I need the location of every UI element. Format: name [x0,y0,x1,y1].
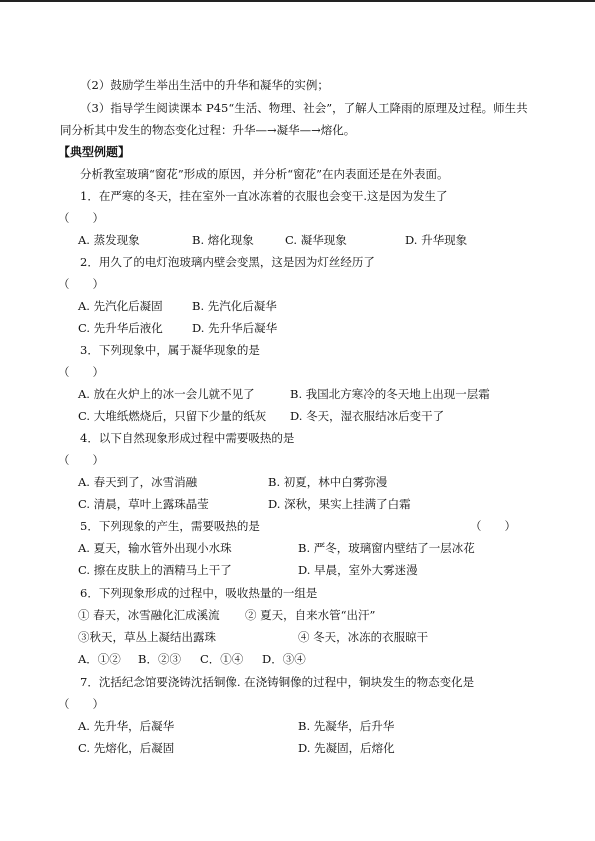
q6-option-a: A．①② [78,652,121,666]
q2-option-d: D. 先升华后凝华 [192,321,278,335]
q6-item-2: ② 夏天，自来水管“出汗” [245,608,376,622]
q5-stem: 5．下列现象的产生，需要吸热的是 [80,519,260,533]
q2-stem: 2．用久了的电灯泡玻璃内壁会变黑，这是因为灯丝经历了 [80,255,375,269]
q5-paren: （ ） [470,519,516,533]
q3-option-a: A. 放在火炉上的冰一会儿就不见了 [78,387,255,401]
q7-paren: （ ） [58,697,104,711]
q5-option-c: C. 擦在皮肤上的酒精马上干了 [78,563,232,577]
q7-stem: 7．沈括纪念馆要浇铸沈括铜像. 在浇铸铜像的过程中，铜块发生的物态变化是 [80,675,475,689]
q7-option-b: B. 先凝华，后升华 [298,719,395,733]
q2-option-c: C. 先升华后液化 [78,321,163,335]
q1-option-d: D. 升华现象 [405,233,468,247]
example-lead: 分析教室玻璃“窗花”形成的原因，并分析“窗花”在内表面还是在外表面。 [80,167,449,181]
q7-option-d: D. 先凝固，后熔化 [298,741,395,755]
q6-item-1: ① 春天，冰雪融化汇成溪流 [78,608,220,622]
q3-option-d: D. 冬天，湿衣服结冰后变干了 [290,409,445,423]
q5-option-d: D. 早晨，室外大雾迷漫 [298,563,418,577]
intro-line-1: （2）鼓励学生举出生活中的升华和凝华的实例； [80,78,329,92]
q3-paren: （ ） [58,365,104,379]
q1-option-a: A. 蒸发现象 [78,233,140,247]
q1-stem: 1．在严寒的冬天，挂在室外一直冰冻着的衣服也会变干.这是因为发生了 [80,189,448,203]
q4-option-a: A. 春天到了，冰雪消融 [78,475,198,489]
intro-line-3: 同分析其中发生的物态变化过程：升华—→凝华—→熔化。 [60,123,356,137]
q1-option-c: C. 凝华现象 [285,233,347,247]
q5-option-b: B. 严冬，玻璃窗内壁结了一层冰花 [298,541,475,555]
q6-option-d: D．③④ [262,652,306,666]
q6-stem: 6．下列现象形成的过程中，吸收热量的一组是 [80,586,318,600]
q4-stem: 4．以下自然现象形成过程中需要吸热的是 [80,431,295,445]
q2-option-b: B. 先汽化后凝华 [192,299,277,313]
q3-option-c: C. 大堆纸燃烧后，只留下少量的纸灰 [78,409,267,423]
q2-paren: （ ） [58,277,104,291]
intro-line-2: （3）指导学生阅读课本 P45“生活、物理、社会”，了解人工降雨的原理及过程。师生共 [80,101,528,115]
q1-paren: （ ） [58,211,104,225]
q6-option-c: C．①④ [200,652,244,666]
q5-option-a: A. 夏天，输水管外出现小水珠 [78,541,232,555]
q4-option-d: D. 深秋，果实上挂满了白霜 [268,497,411,511]
q7-option-a: A. 先升华，后凝华 [78,719,175,733]
q4-paren: （ ） [58,453,104,467]
q4-option-b: B. 初夏，林中白雾弥漫 [268,475,388,489]
q3-option-b: B. 我国北方寒冷的冬天地上出现一层霜 [290,387,490,401]
q4-option-c: C. 清晨，草叶上露珠晶莹 [78,497,209,511]
q6-option-b: B．②③ [138,652,181,666]
q6-item-3: ③秋天，草丛上凝结出露珠 [78,630,216,644]
section-title: 【典型例题】 [58,145,131,159]
q6-item-4: ④ 冬天，冰冻的衣服晾干 [298,630,429,644]
q7-option-c: C. 先熔化，后凝固 [78,741,175,755]
q2-option-a: A. 先汽化后凝固 [78,299,163,313]
q1-option-b: B. 熔化现象 [192,233,254,247]
q3-stem: 3．下列现象中，属于凝华现象的是 [80,343,260,357]
